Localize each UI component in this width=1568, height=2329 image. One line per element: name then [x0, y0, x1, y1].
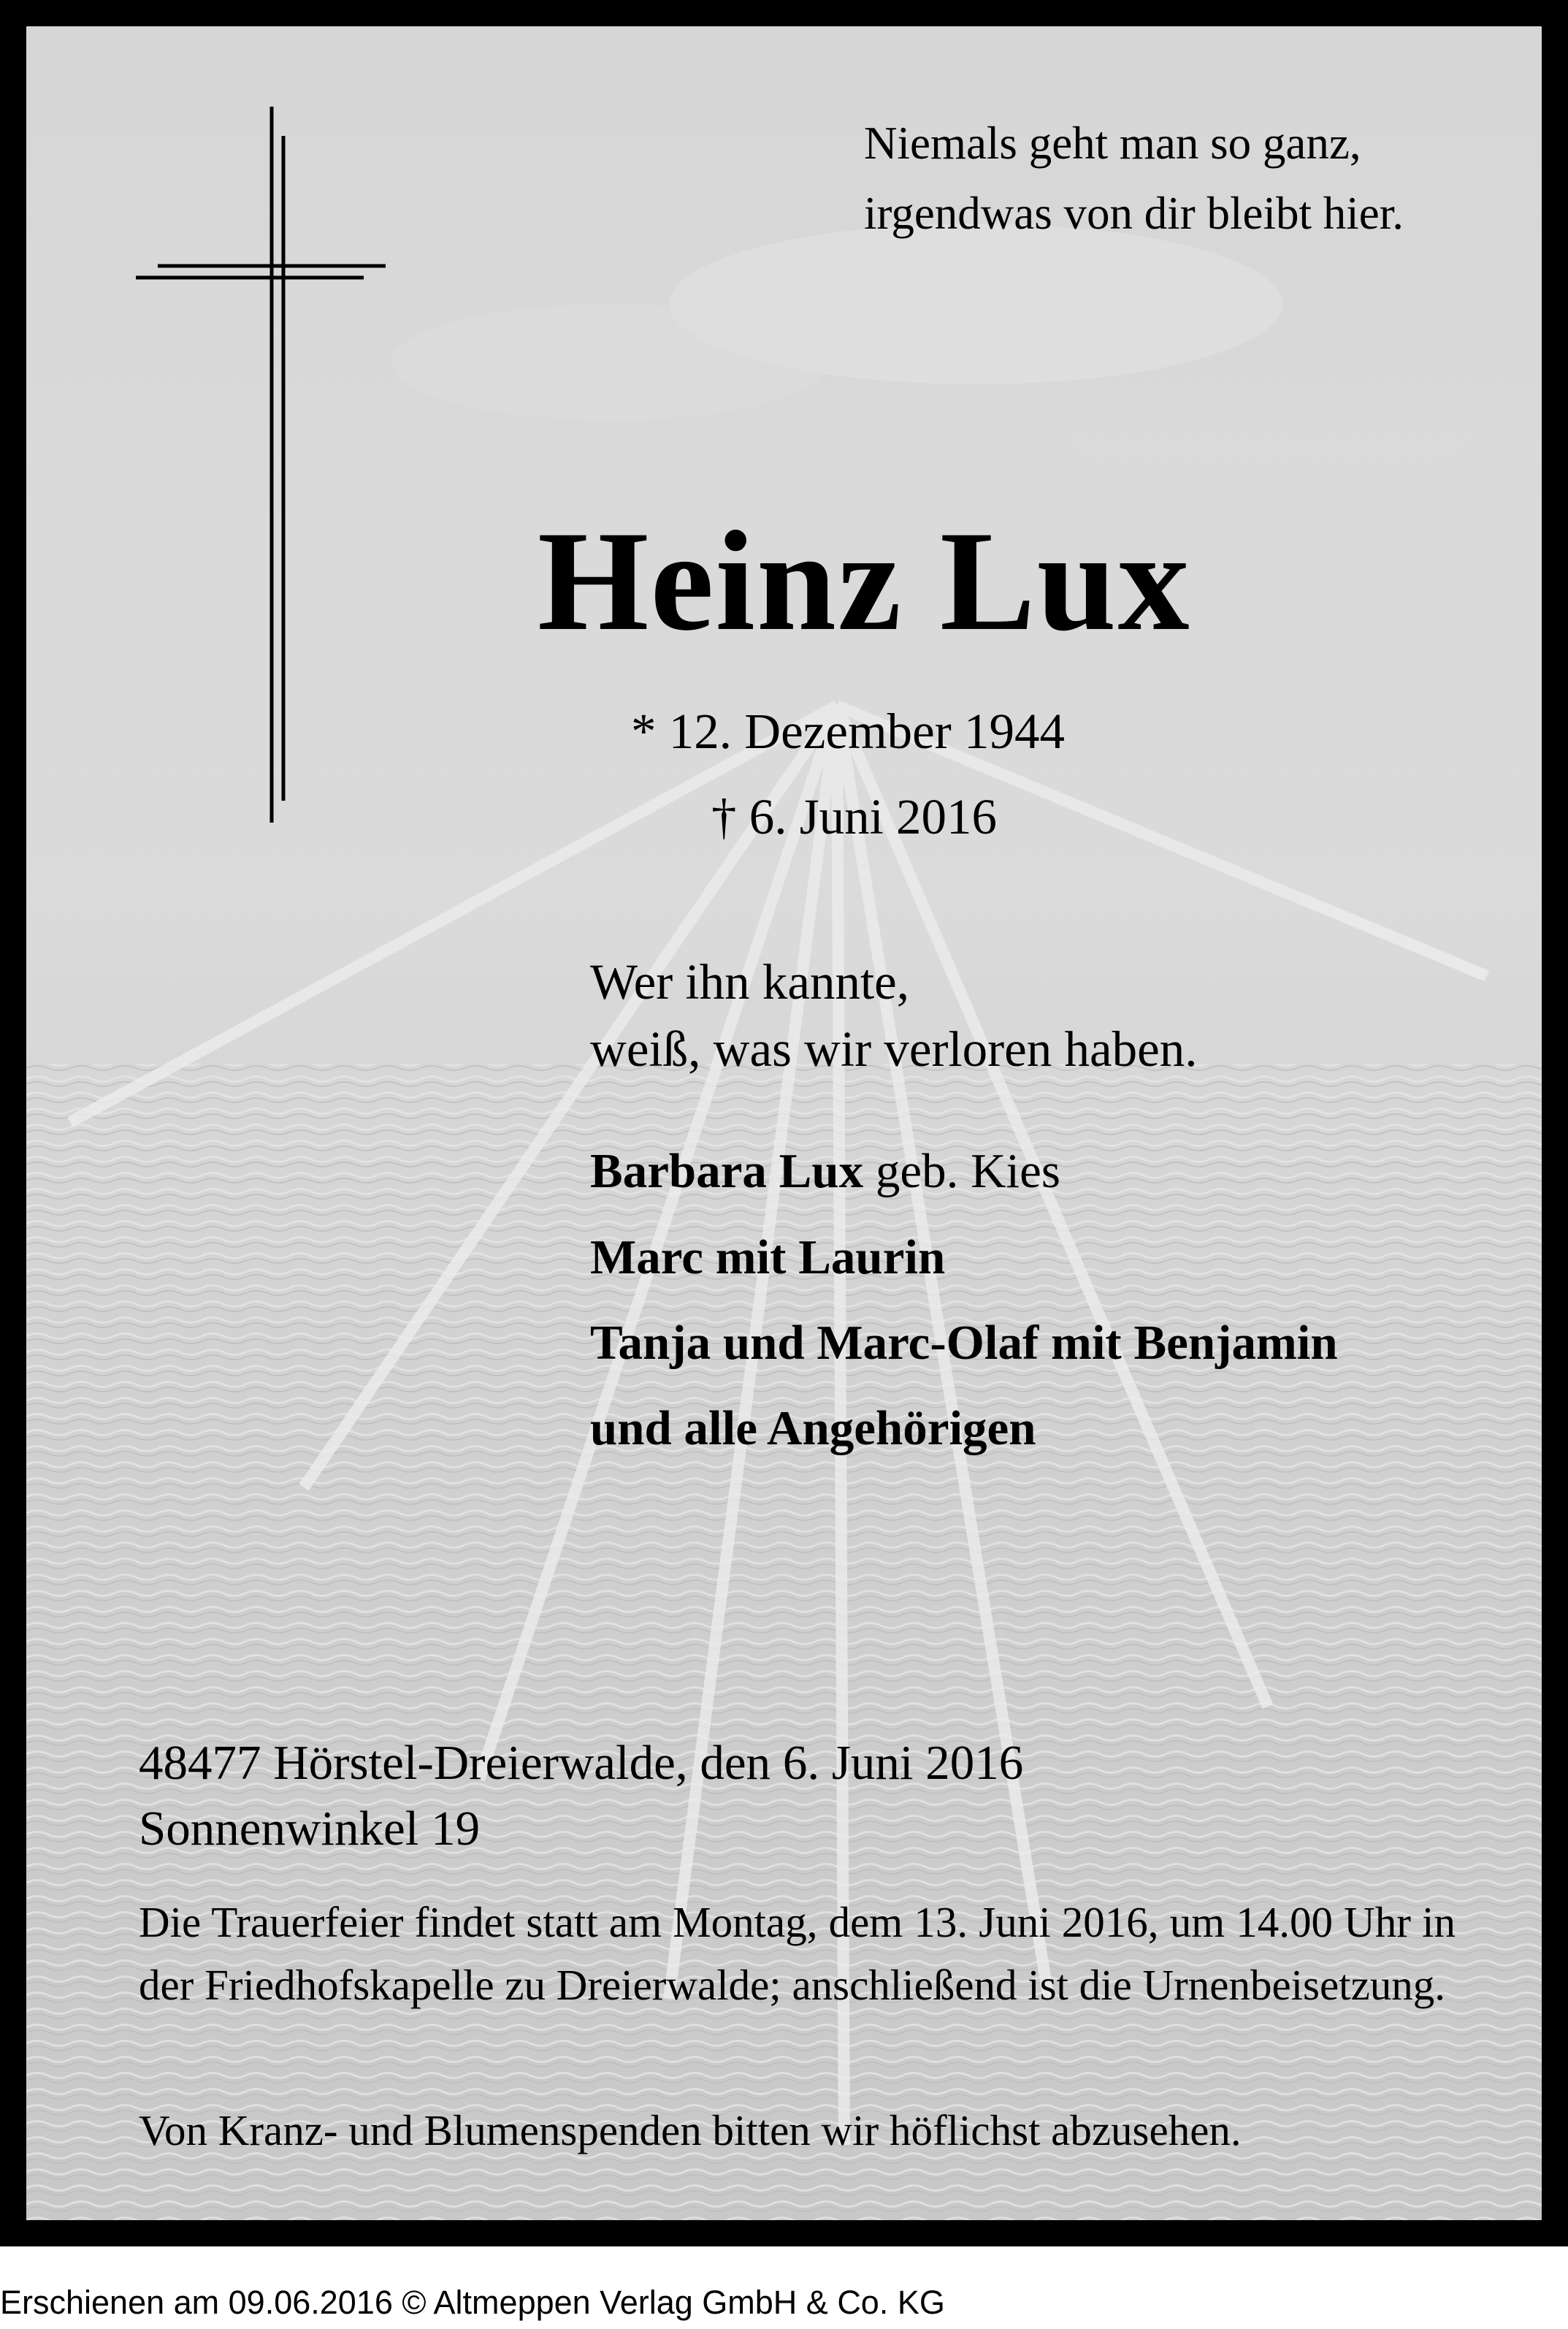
middle-quote-line-2: weiß, was wir verloren haben. [590, 1021, 1198, 1077]
mourner-line-2 [590, 1224, 945, 1290]
cross-icon [129, 107, 406, 845]
flowers-notice: Von Kranz- und Blumenspenden bitten wir höflichst abzusehen. [139, 2106, 1242, 2154]
top-quote [864, 108, 1521, 248]
mourner-line-4-text: und alle Angehörigen [590, 1401, 1036, 1455]
mourner-line-4 [590, 1395, 1036, 1461]
place-date: 48477 Hörstel-Dreierwalde, den 6. Juni 2016 [139, 1736, 1024, 1790]
mourner-line-1 [590, 1138, 1060, 1204]
mourner-line-3 [590, 1310, 1338, 1376]
mourner-line-3-text: Tanja und Marc-Olaf mit Benjamin [590, 1316, 1338, 1370]
obituary-panel [26, 26, 1542, 2220]
top-quote-line-1: Niemals geht man so ganz, [864, 118, 1361, 169]
top-quote-line-2: irgendwas von dir bleibt hier. [864, 188, 1404, 239]
place-and-address [139, 1730, 1380, 1861]
birth-date: * 12. Dezember 1944 [631, 704, 1065, 759]
mourner-line-2-text: Marc mit Laurin [590, 1230, 946, 1284]
middle-quote-line-1: Wer ihn kannte, [590, 954, 910, 1010]
death-date: † 6. Juni 2016 [711, 789, 998, 845]
funeral-notice: Die Trauerfeier findet statt am Montag, dem 13. Juni 2016, um 14.00 Uhr in der Friedhofskapelle zu Dreierwalde; anschließend ist die Urnenbeisetzung. [139, 1898, 1456, 2009]
mourner-name-bold: Barbara Lux [590, 1144, 864, 1198]
middle-quote [590, 948, 1393, 1083]
mourner-maiden-name: geb. Kies [863, 1144, 1060, 1198]
deceased-name: Heinz Lux [538, 502, 1191, 660]
street-address: Sonnenwinkel 19 [139, 1802, 481, 1856]
publication-footer: Erschienen am 09.06.2016 © Altmeppen Verlag GmbH & Co. KG [0, 2284, 945, 2321]
